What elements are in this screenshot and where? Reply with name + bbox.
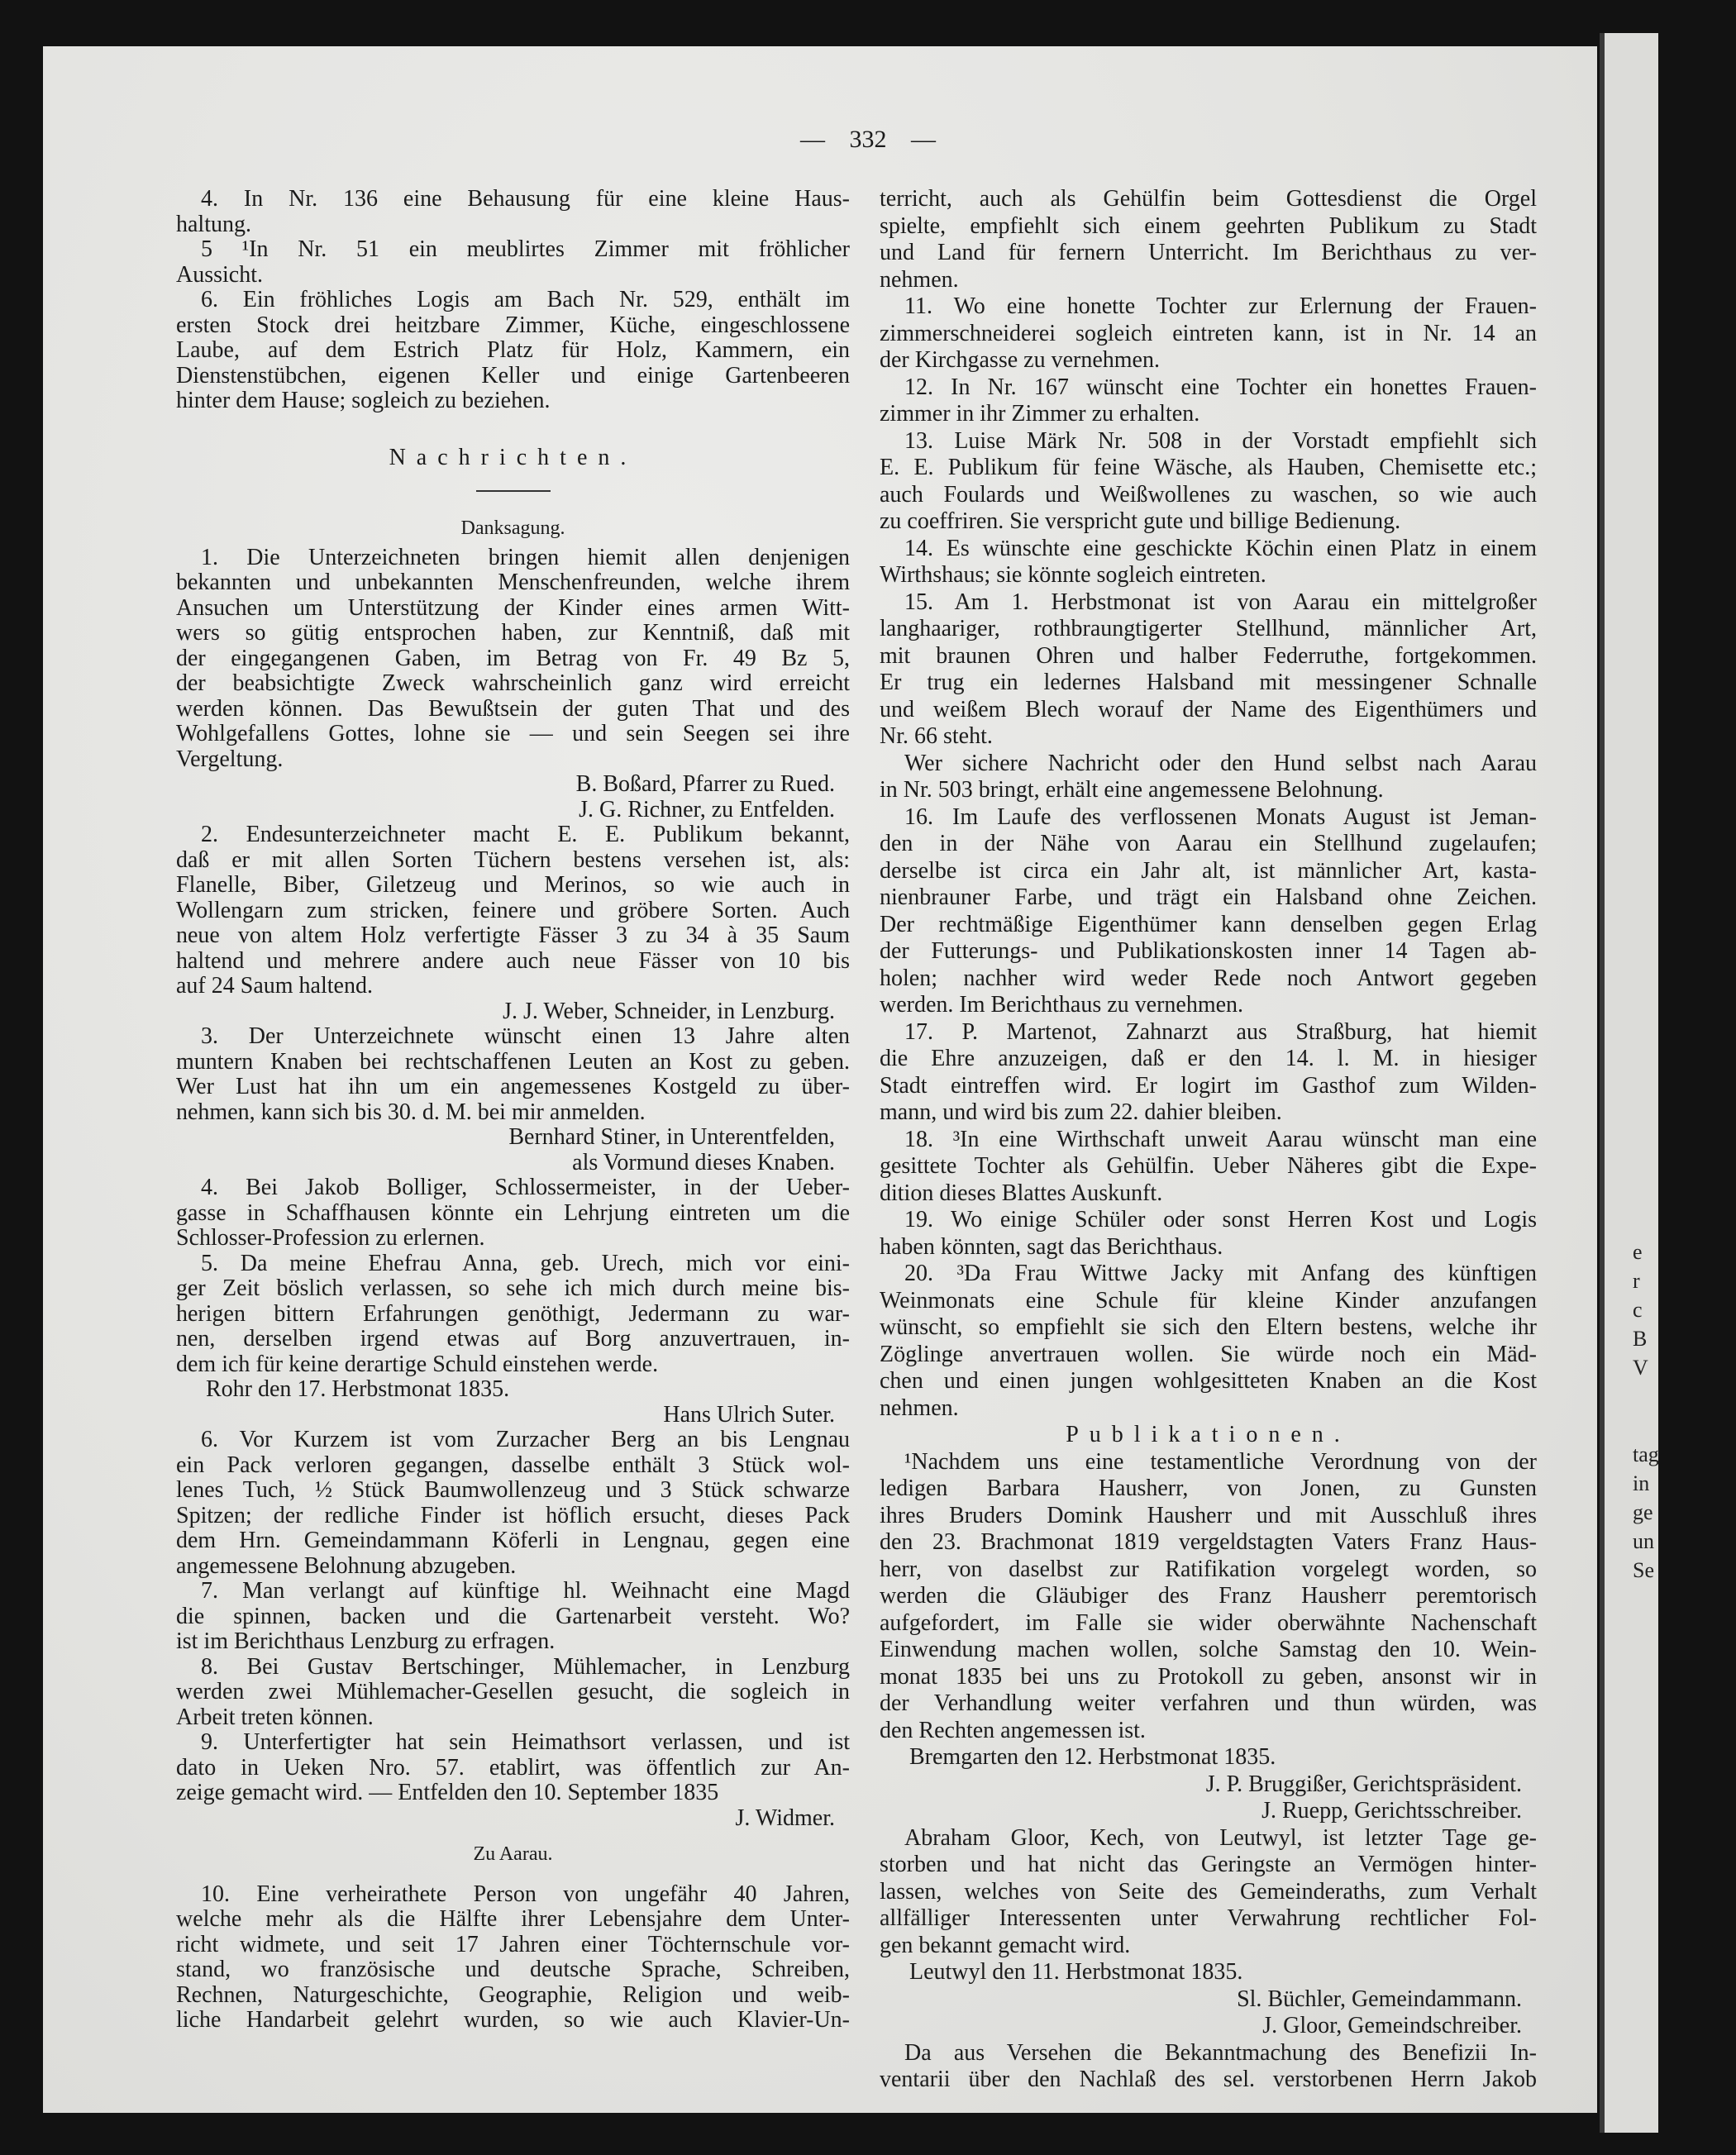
notice-paragraph bbox=[880, 589, 1537, 751]
text-line: 1. Die Unterzeichneten bringen hiemit allen denjenigen bbox=[201, 544, 850, 570]
text-line: und weißem Blech worauf der Name des Eigenthümers und bbox=[880, 696, 1537, 722]
notice-paragraph bbox=[176, 1730, 850, 1806]
text-line: 6. Vor Kurzem ist vom Zurzacher Berg an bis Lengnau bbox=[201, 1427, 850, 1452]
notice-paragraph bbox=[880, 1019, 1537, 1127]
text-line: haben könnten, sagt das Berichthaus. bbox=[880, 1233, 1223, 1260]
text-line: 3. Der Unterzeichnete wünscht einen 13 Jahre alten bbox=[201, 1023, 850, 1049]
subsection-heading: Zu Aarau. bbox=[473, 1843, 553, 1865]
edge-text-fragment: r bbox=[1633, 1269, 1640, 1293]
text-line: mit braunen Ohren und halber Federruthe, fortgekommen. bbox=[880, 642, 1537, 669]
text-line: den Rechten angemessen ist. bbox=[880, 1717, 1146, 1743]
text-line: 6. Ein fröhliches Logis am Bach Nr. 529, enthält im bbox=[201, 287, 850, 312]
notice-paragraph bbox=[880, 1825, 1537, 1960]
text-line: liche Handarbeit gelehrt wurden, so wie auch Klavier-Un- bbox=[176, 2007, 850, 2033]
notice-paragraph bbox=[880, 1127, 1537, 1208]
text-line: Nr. 66 steht. bbox=[880, 723, 993, 749]
left-column bbox=[176, 187, 850, 2033]
text-line: Wollengarn zum stricken, feinere und gröbere Sorten. Auch bbox=[176, 897, 850, 923]
text-line: auf 24 Saum haltend. bbox=[176, 973, 373, 999]
text-line: haltend und mehrere andere auch neue Fässer von 10 bis bbox=[176, 947, 850, 974]
text-line: Flanelle, Biber, Giletzeug und Merinos, so wie auch in bbox=[176, 872, 850, 898]
text-line: auch Foulards und Weißwollenes zu waschen, so wie auch bbox=[880, 481, 1537, 508]
signature-line: J. J. Weber, Schneider, in Lenzburg. bbox=[503, 998, 835, 1024]
notice-paragraph bbox=[880, 374, 1537, 428]
text-line: die spinnen, backen und die Gartenarbeit versteht. Wo? bbox=[176, 1603, 850, 1629]
text-line: den 23. Brachmonat 1819 vergeldstagten Vaters Franz Haus- bbox=[880, 1529, 1537, 1555]
text-line: zimmer in ihr Zimmer zu erhalten. bbox=[880, 401, 1200, 427]
text-line: Arbeit treten können. bbox=[176, 1704, 374, 1730]
text-line: die Ehre anzuzeigen, daß er den 14. l. M. in hiesiger bbox=[880, 1046, 1537, 1071]
adjacent-page-edge bbox=[1600, 33, 1658, 2133]
notice-paragraph bbox=[880, 536, 1537, 589]
text-line: mann, und wird bis zum 22. dahier bleiben. bbox=[880, 1099, 1282, 1125]
signature-line: Sl. Büchler, Gemeindammann. bbox=[1237, 1986, 1522, 2012]
text-line: 13. Luise Märk Nr. 508 in der Vorstadt empfiehlt sich bbox=[904, 427, 1537, 454]
text-line: nienbrauner Farbe, und trägt ein Halsband ohne Zeichen. bbox=[880, 884, 1537, 910]
text-line: 17. P. Martenot, Zahnarzt aus Straßburg, hat hiemit bbox=[904, 1018, 1537, 1045]
text-line: hinter dem Hause; sogleich zu beziehen. bbox=[176, 388, 551, 413]
text-line: nen, derselben irgend etwas auf Borg anzuvertrauen, in- bbox=[176, 1326, 850, 1352]
text-line: gasse in Schaffhausen könnte ein Lehrjung eintreten um die bbox=[176, 1199, 850, 1226]
notice-paragraph bbox=[880, 1449, 1537, 1745]
text-line: Rechnen, Naturgeschichte, Geographie, Religion und weib- bbox=[176, 1981, 850, 2008]
text-line: wünscht, so empfiehlt sie sich den Eltern bestens, welche ihr bbox=[880, 1314, 1537, 1340]
text-line: 4. In Nr. 136 eine Behausung für eine kleine Haus- bbox=[201, 186, 850, 212]
text-line: zu coeffriren. Sie verspricht gute und billige Bedienung. bbox=[880, 508, 1401, 534]
notice-paragraph bbox=[176, 1024, 850, 1125]
text-line: zimmerschneiderei sogleich eintreten kann, ist in Nr. 14 an bbox=[880, 320, 1537, 346]
text-line: der Verhandlung weiter verfahren und thun würden, was bbox=[880, 1690, 1537, 1716]
text-line: 5 ¹In Nr. 51 ein meublirtes Zimmer mit fröhlicher bbox=[201, 236, 850, 262]
text-line: Ansuchen um Unterstützung der Kinder eines armen Witt- bbox=[176, 594, 850, 621]
edge-text-fragment: un bbox=[1633, 1529, 1654, 1553]
section-heading: Publikationen. bbox=[1066, 1422, 1351, 1447]
text-line: Wer Lust hat ihn um ein angemessenes Kostgeld zu über- bbox=[176, 1074, 850, 1099]
edge-text-fragment: V bbox=[1633, 1356, 1648, 1380]
text-line: 5. Da meine Ehefrau Anna, geb. Urech, mich vor eini- bbox=[201, 1250, 850, 1276]
text-line: nehmen. bbox=[880, 266, 959, 293]
text-line: 14. Es wünschte eine geschickte Köchin einen Platz in einem bbox=[904, 535, 1537, 561]
text-line: Wer sichere Nachricht oder den Hund selbst nach Aarau bbox=[904, 750, 1537, 776]
text-line: der eingegangenen Gaben, im Betrag von Fr. 49 Bz 5, bbox=[176, 645, 850, 671]
text-line: holen; nachher wird weder Rede noch Antwort gegeben bbox=[880, 965, 1537, 991]
signature-line: J. Gloor, Gemeindschreiber. bbox=[1262, 2013, 1522, 2038]
text-line: Wohlgefallens Gottes, lohne sie — und sein Seegen sei ihre bbox=[176, 721, 850, 746]
notice-paragraph bbox=[880, 1207, 1537, 1261]
place-date-line: Leutwyl den 11. Herbstmonat 1835. bbox=[909, 1959, 1243, 1985]
text-line: Dienstenstübchen, eigenen Keller und einige Gartenbeeren bbox=[176, 362, 850, 389]
text-line: 20. ³Da Frau Wittwe Jacky mit Anfang des künftigen bbox=[904, 1261, 1537, 1286]
notice-paragraph bbox=[176, 1655, 850, 1731]
text-line: ¹Nachdem uns eine testamentliche Verordnung von der bbox=[904, 1448, 1537, 1475]
signature-line: Hans Ulrich Suter. bbox=[663, 1401, 835, 1428]
text-line: Zöglinge anvertrauen wollen. Sie würde noch ein Mäd- bbox=[880, 1341, 1537, 1367]
text-line: werden zwei Mühlemacher-Gesellen gesucht, die sogleich in bbox=[176, 1679, 850, 1704]
text-line: stand, wo französische und deutsche Sprache, Schreiben, bbox=[176, 1957, 850, 1982]
text-line: gen bekannt gemacht wird. bbox=[880, 1932, 1131, 1958]
signature-line: J. Ruepp, Gerichtsschreiber. bbox=[1261, 1798, 1522, 1824]
text-line: Abraham Gloor, Kech, von Leutwyl, ist letzter Tage ge- bbox=[904, 1824, 1537, 1851]
text-line: aufgefordert, im Falle sie wider oberwähnte Nachenschaft bbox=[880, 1609, 1537, 1636]
text-line: Da aus Versehen die Bekanntmachung des Benefizii In- bbox=[904, 2039, 1537, 2066]
text-line: 15. Am 1. Herbstmonat ist von Aarau ein mittelgroßer bbox=[904, 589, 1537, 615]
right-column bbox=[880, 186, 1537, 2094]
text-line: welche mehr als die Hälfte ihrer Lebensjahre dem Unter- bbox=[176, 1906, 850, 1932]
text-line: langhaariger, rothbraungtigerter Stellhund, männlicher Art, bbox=[880, 616, 1537, 641]
text-line: der Futterungs- und Publikationskosten inner 14 Tagen ab- bbox=[880, 938, 1537, 964]
text-line: dition dieses Blattes Auskunft. bbox=[880, 1180, 1163, 1206]
signature-line: J. P. Bruggißer, Gerichtspräsident. bbox=[1205, 1771, 1522, 1797]
text-line: Laube, auf dem Estrich Platz für Holz, Kammern, ein bbox=[176, 337, 850, 363]
text-line: Spitzen; der redliche Finder ist höflich ersucht, dieses Pack bbox=[176, 1502, 850, 1528]
notice-paragraph bbox=[176, 1882, 850, 2033]
text-line: angemessene Belohnung abzugeben. bbox=[176, 1552, 517, 1579]
section-heading: Nachrichten. bbox=[389, 444, 637, 470]
notice-paragraph bbox=[176, 1579, 850, 1655]
text-line: 10. Eine verheirathete Person von ungefähr 40 Jahren, bbox=[201, 1881, 850, 1907]
edge-text-fragment: in bbox=[1633, 1471, 1650, 1495]
notice-paragraph bbox=[880, 186, 1537, 293]
edge-text-fragment: ge bbox=[1633, 1500, 1653, 1524]
text-line: haltung. bbox=[176, 211, 251, 237]
notice-paragraph bbox=[176, 1252, 850, 1378]
text-line: 4. Bei Jakob Bolliger, Schlossermeister, in der Ueber- bbox=[201, 1175, 850, 1200]
text-line: den in der Nähe von Aarau ein Stellhund zugelaufen; bbox=[880, 831, 1537, 856]
text-line: Er trug ein ledernes Halsband mit messingener Schnalle bbox=[880, 670, 1537, 695]
text-line: Wirthshaus; sie könnte sogleich eintreten. bbox=[880, 562, 1266, 588]
text-line: ersten Stock drei heitzbare Zimmer, Küche, eingeschlossene bbox=[176, 312, 850, 338]
text-line: 8. Bei Gustav Bertschinger, Mühlemacher, in Lenzburg bbox=[201, 1653, 850, 1680]
text-line: Weinmonats eine Schule für kleine Kinder anzufangen bbox=[880, 1287, 1537, 1314]
edge-text-fragment: tag bbox=[1633, 1442, 1659, 1466]
text-line: 2. Endesunterzeichneter macht E. E. Publikum bekannt, bbox=[201, 822, 850, 847]
text-line: 7. Man verlangt auf künftige hl. Weihnacht eine Magd bbox=[201, 1578, 850, 1604]
text-line: lassen, welches von Seite des Gemeinderaths, zum Verhalt bbox=[880, 1878, 1537, 1905]
text-line: 9. Unterfertigter hat sein Heimathsort verlassen, und ist bbox=[201, 1729, 850, 1755]
text-line: 11. Wo eine honette Tochter zur Erlernung der Frauen- bbox=[904, 293, 1537, 319]
subsection-heading: Danksagung. bbox=[460, 517, 565, 539]
signature-line: B. Boßard, Pfarrer zu Rued. bbox=[575, 771, 835, 797]
text-line: monat 1835 bei uns zu Protokoll zu geben, ansonst wir in bbox=[880, 1663, 1537, 1690]
text-line: in Nr. 503 bringt, erhält eine angemessene Belohnung. bbox=[880, 777, 1384, 803]
edge-text-fragment: c bbox=[1633, 1298, 1643, 1322]
notice-paragraph bbox=[176, 1428, 850, 1579]
notice-paragraph bbox=[880, 804, 1537, 1019]
text-line: Schlosser-Profession zu erlernen. bbox=[176, 1225, 485, 1251]
text-line: herr, von daselbst zur Ratifikation vorgelegt worden, so bbox=[880, 1556, 1537, 1582]
text-line: 18. ³In eine Wirthschaft unweit Aarau wünscht man eine bbox=[904, 1126, 1537, 1152]
signature-line: als Vormund dieses Knaben. bbox=[572, 1149, 835, 1175]
text-line: neue von altem Holz verfertigte Fässer 3 zu 34 à 35 Saum bbox=[176, 923, 850, 948]
text-line: herigen bittern Erfahrungen genöthigt, Jedermann zu war- bbox=[176, 1300, 850, 1327]
text-line: 16. Im Laufe des verflossenen Monats August ist Jeman- bbox=[904, 803, 1537, 830]
text-line: storben und hat nicht das Geringste an Vermögen hinter- bbox=[880, 1852, 1537, 1877]
section-divider bbox=[476, 490, 551, 492]
text-line: nehmen, kann sich bis 30. d. M. bei mir anmelden. bbox=[176, 1099, 646, 1125]
text-line: Vergeltung. bbox=[176, 746, 284, 772]
text-line: ventarii über den Nachlaß des sel. verstorbenen Herrn Jakob bbox=[880, 2067, 1537, 2092]
text-line: werden die Gläubiger des Franz Hausherr peremtorisch bbox=[880, 1583, 1537, 1609]
text-line: chen und einen jungen wohlgesitteten Knaben an die Kost bbox=[880, 1368, 1537, 1394]
edge-text-fragment: Se bbox=[1633, 1558, 1654, 1582]
notice-paragraph bbox=[176, 187, 850, 237]
place-date-line: Rohr den 17. Herbstmonat 1835. bbox=[206, 1376, 510, 1402]
notice-paragraph bbox=[176, 288, 850, 414]
text-line: lenes Tuch, ½ Stück Baumwollenzeug und 3 Stück schwarze bbox=[176, 1477, 850, 1503]
text-line: derselbe ist circa ein Jahr alt, ist männlicher Art, kasta- bbox=[880, 857, 1537, 884]
text-line: dem ich für keine derartige Schuld einstehen werde. bbox=[176, 1351, 659, 1377]
signature-line: Bernhard Stiner, in Unterentfelden, bbox=[508, 1124, 835, 1150]
text-line: Stadt eintreffen wird. Er logirt im Gasthof zum Wilden- bbox=[880, 1072, 1537, 1099]
edge-text-fragment: e bbox=[1633, 1240, 1643, 1264]
text-line: dato in Ueken Nro. 57. etablirt, was öffentlich zur An- bbox=[176, 1754, 850, 1781]
notice-paragraph bbox=[176, 1175, 850, 1252]
text-line: allfälliger Interessenten unter Verwahrung rechtlicher Fol- bbox=[880, 1905, 1537, 1931]
text-line: werden können. Das Bewußtsein der guten That und des bbox=[176, 695, 850, 722]
text-line: und Land für fernern Unterricht. Im Berichthaus zu ver- bbox=[880, 240, 1537, 265]
signature-line: J. Widmer. bbox=[735, 1805, 835, 1831]
page-number: — 332 — bbox=[800, 126, 936, 153]
text-line: zeige gemacht wird. — Entfelden den 10. September 1835 bbox=[176, 1780, 719, 1805]
notice-paragraph bbox=[880, 2040, 1537, 2094]
notice-paragraph bbox=[176, 546, 850, 773]
notice-paragraph bbox=[880, 428, 1537, 536]
text-line: Der rechtmäßige Eigenthümer kann denselben gegen Erlag bbox=[880, 911, 1537, 937]
notice-paragraph bbox=[880, 1261, 1537, 1422]
text-line: werden. Im Berichthaus zu vernehmen. bbox=[880, 992, 1244, 1018]
place-date-line: Bremgarten den 12. Herbstmonat 1835. bbox=[909, 1744, 1276, 1770]
notice-paragraph bbox=[880, 751, 1537, 804]
text-line: wers so gütig entsprochen haben, zur Kenntniß, daß mit bbox=[176, 620, 850, 646]
text-line: daß er mit allen Sorten Tüchern bestens versehen ist, als: bbox=[176, 846, 850, 873]
notice-paragraph bbox=[880, 293, 1537, 374]
text-line: E. E. Publikum für feine Wäsche, als Hauben, Chemisette etc.; bbox=[880, 455, 1537, 480]
text-line: ledigen Barbara Hausherr, von Jonen, zu Gunsten bbox=[880, 1476, 1537, 1501]
text-line: ger Zeit böslich verlassen, so sehe ich mich durch meine bis- bbox=[176, 1275, 850, 1301]
text-line: 19. Wo einige Schüler oder sonst Herren Kost und Logis bbox=[904, 1207, 1537, 1232]
text-line: Einwendung machen wollen, solche Samstag den 10. Wein- bbox=[880, 1637, 1537, 1662]
text-line: terricht, auch als Gehülfin beim Gottesdienst die Orgel bbox=[880, 186, 1537, 212]
text-line: der beabsichtigte Zweck wahrscheinlich ganz wird erreicht bbox=[176, 670, 850, 696]
notice-paragraph bbox=[176, 237, 850, 288]
text-line: Aussicht. bbox=[176, 261, 263, 288]
text-line: gesittete Tochter als Gehülfin. Ueber Näheres gibt die Expe- bbox=[880, 1153, 1537, 1179]
notice-paragraph bbox=[176, 822, 850, 999]
text-line: dem Hrn. Gemeindammann Köferli in Lengnau, gegen eine bbox=[176, 1528, 850, 1553]
text-line: bekannten und unbekannten Menschenfreunden, welche ihrem bbox=[176, 570, 850, 595]
edge-text-fragment: B bbox=[1633, 1327, 1648, 1351]
text-line: spielte, empfiehlt sich einem geehrten Publikum zu Stadt bbox=[880, 212, 1537, 239]
text-line: muntern Knaben bei rechtschaffenen Leuten an Kost zu geben. bbox=[176, 1048, 850, 1075]
text-line: ihres Bruders Domink Hausherr und mit Ausschluß ihres bbox=[880, 1502, 1537, 1528]
text-line: nehmen. bbox=[880, 1395, 959, 1421]
text-line: der Kirchgasse zu vernehmen. bbox=[880, 347, 1160, 373]
text-line: ein Pack verloren gegangen, dasselbe enthält 3 Stück wol- bbox=[176, 1452, 850, 1478]
signature-line: J. G. Richner, zu Entfelden. bbox=[579, 796, 835, 822]
text-line: 12. In Nr. 167 wünscht eine Tochter ein honettes Frauen- bbox=[904, 374, 1537, 400]
text-line: ist im Berichthaus Lenzburg zu erfragen. bbox=[176, 1628, 556, 1654]
text-line: richt widmete, und seit 17 Jahren einer Töchternschule vor- bbox=[176, 1931, 850, 1957]
